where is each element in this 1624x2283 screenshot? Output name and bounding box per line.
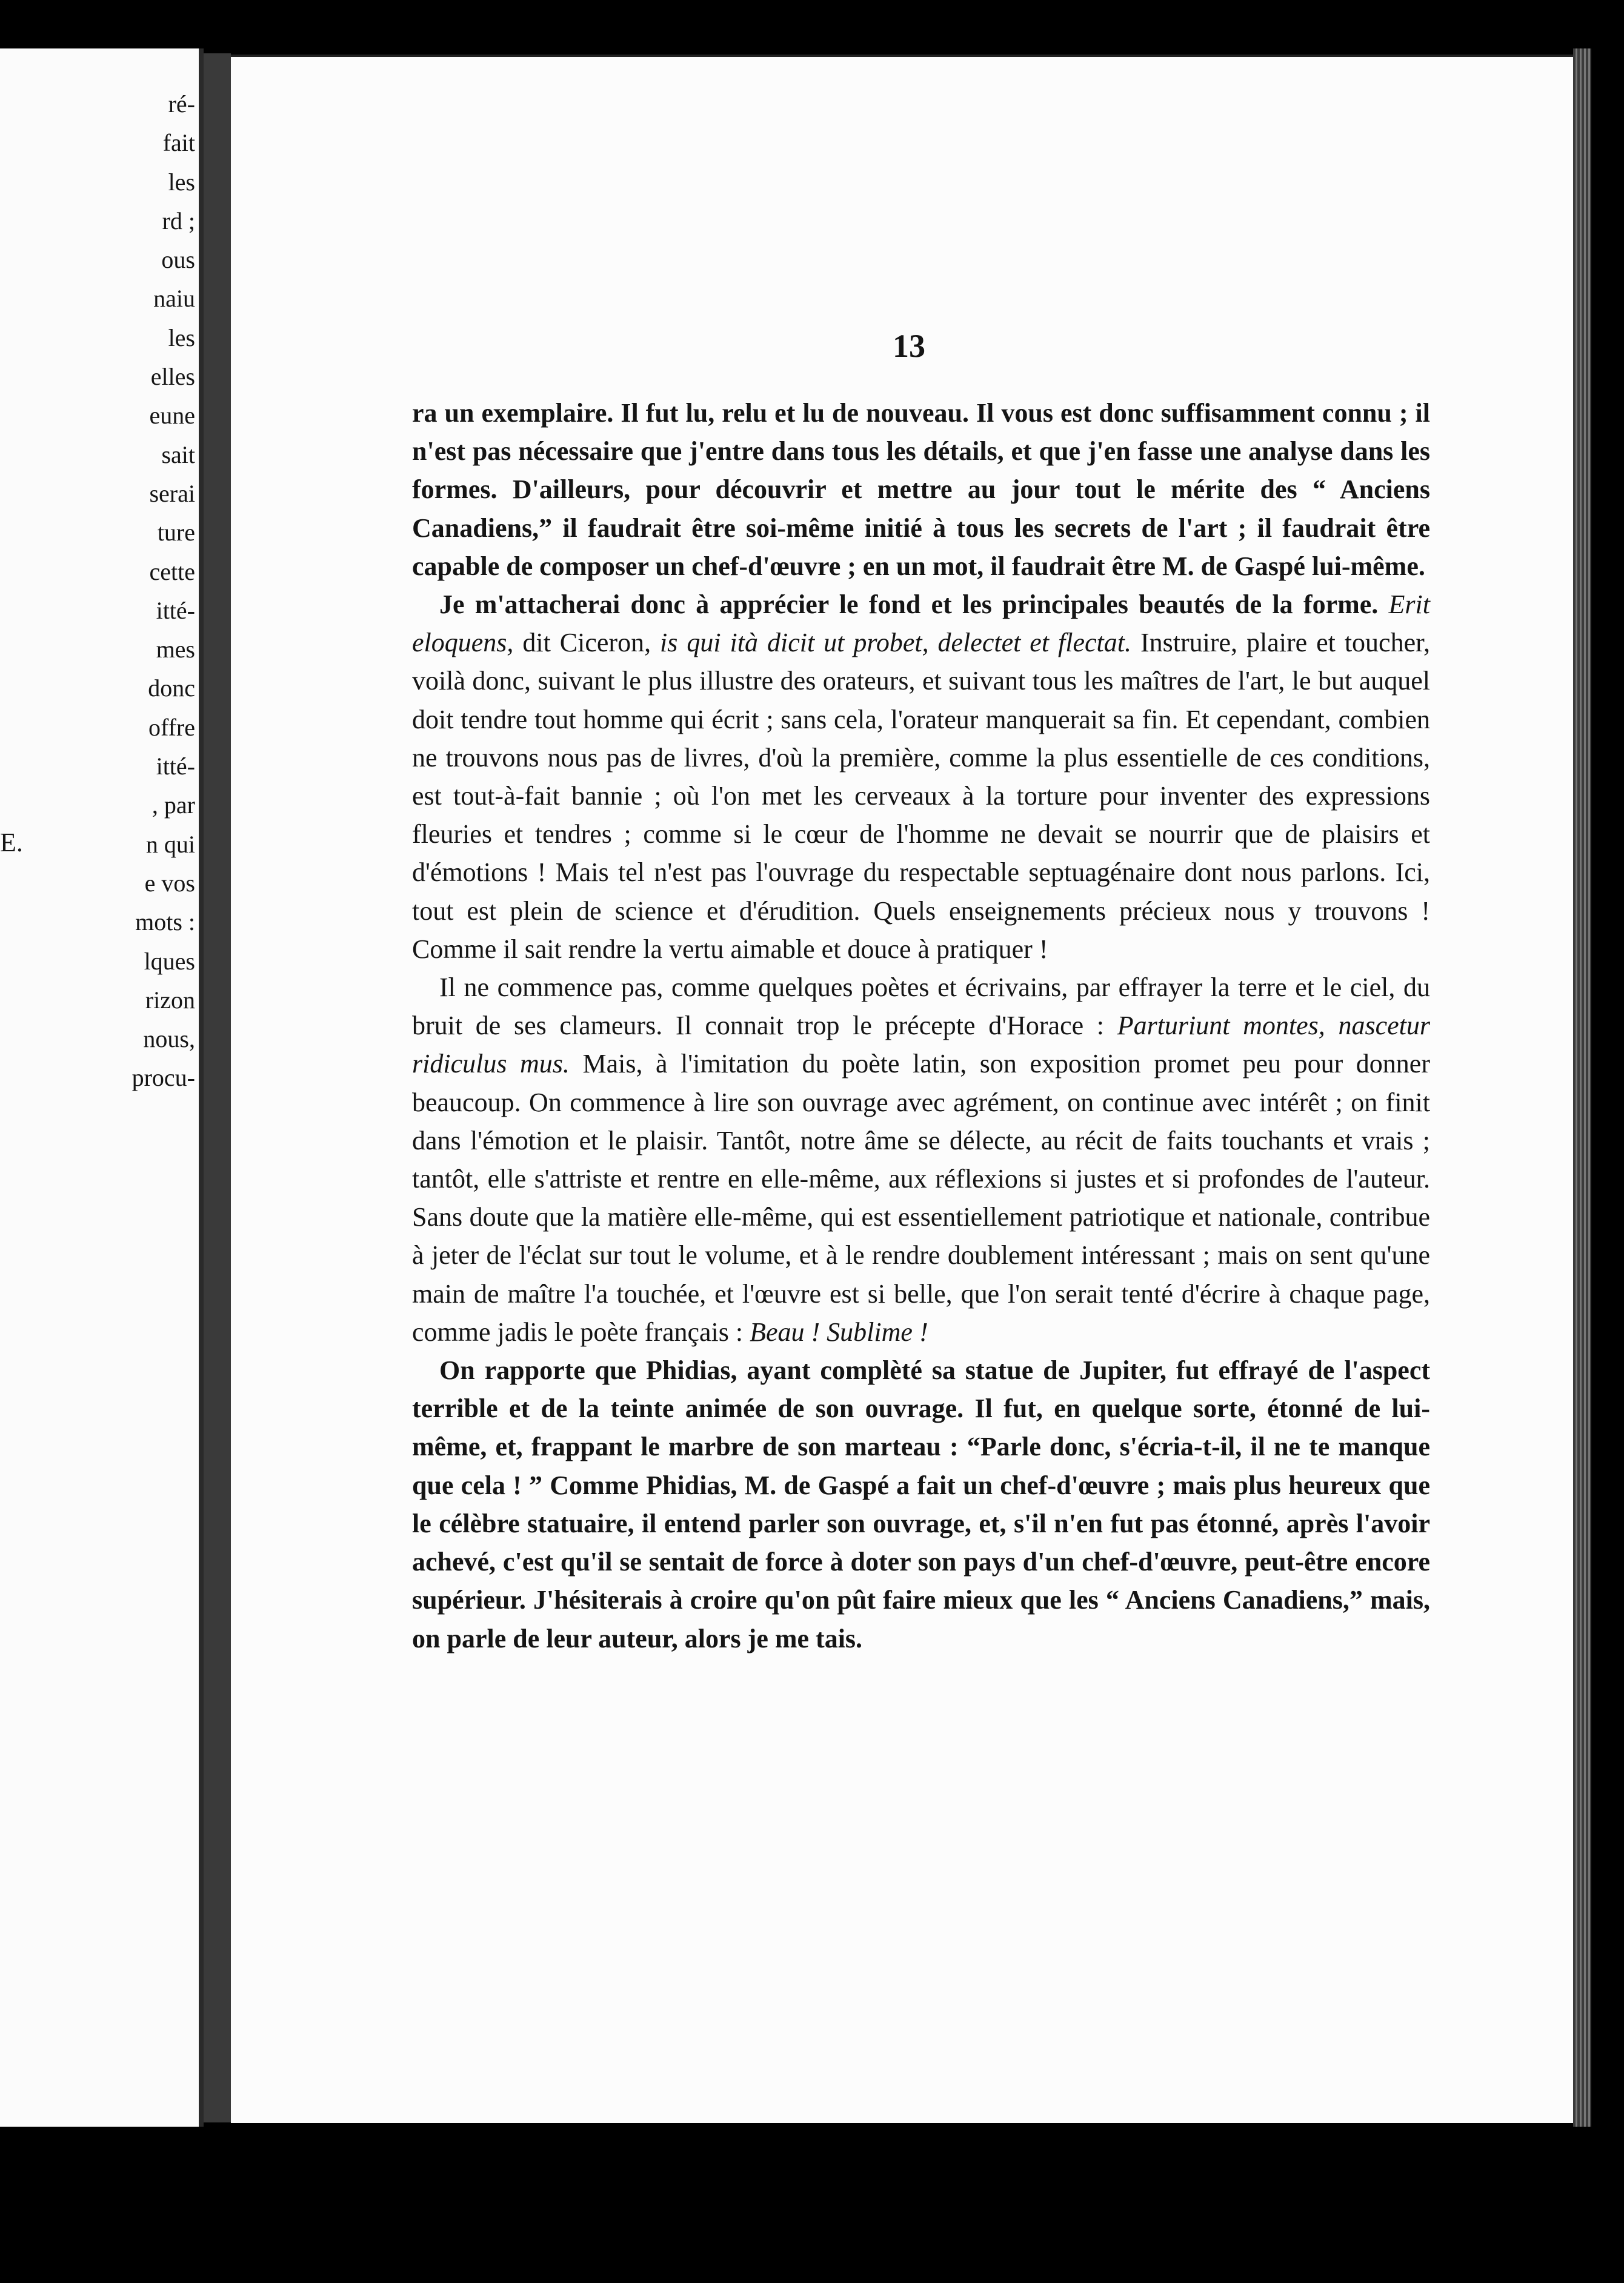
text-run: Il ne commence pas, comme quelques poètes et écrivains, par effrayer la terre et le ciel, du bruit de ses clameurs. Il connait trop le précepte d'Horace : bbox=[412, 972, 1430, 1041]
text-run: dit Ciceron, bbox=[513, 628, 661, 658]
left-facing-page bbox=[0, 48, 204, 2127]
left-page-fragment: rizon bbox=[145, 986, 195, 1014]
italic-quote: is qui ità dicit ut probet, delectet et flectat. bbox=[660, 628, 1131, 658]
left-page-fragment: les bbox=[168, 324, 195, 351]
left-page-fragment: eune bbox=[149, 402, 195, 430]
page-number: 13 bbox=[893, 328, 925, 364]
left-page-fragment: procu- bbox=[131, 1064, 195, 1092]
left-page-fragment: naiu bbox=[153, 285, 195, 313]
book-gutter bbox=[204, 53, 231, 2122]
left-page-fragment: cette bbox=[149, 557, 195, 585]
left-page-fragment: ture bbox=[157, 519, 195, 547]
left-page-fragment: offre bbox=[148, 713, 195, 741]
left-page-fragment: fait bbox=[162, 129, 195, 157]
left-page-fragment: ous bbox=[161, 246, 195, 274]
italic-quote: Parturiunt montes, nascetur ridiculus mus. bbox=[412, 1011, 1430, 1079]
left-page-fragment: , par bbox=[151, 791, 195, 819]
left-page-line-fragments bbox=[98, 85, 195, 1098]
left-page-fragment: sait bbox=[161, 440, 195, 468]
left-page-fragment: n qui bbox=[145, 830, 195, 858]
text-run: Je m'attacherai donc à apprécier le fond et les principales beautés de la forme. bbox=[439, 590, 1389, 620]
left-page-fragment: mots : bbox=[135, 908, 195, 936]
text-run: Instruire, plaire et toucher, voilà donc, suivant le plus illustre des orateurs, et suivant tous les maîtres de l'art, le but auquel doit tendre tout homme qui écrit ; sans cela, l'orateur manquerait sa fin. Et cependant, combien ne trouvons nous pas de livres, d'où la première, comme la plus essentielle de ces conditions, est tout-à-fait bannie ; où l'on met les cerveaux à la torture pour inventer des expressions fleuries et tendres ; comme si le cœur de l'homme ne devait se nourrir que de plaisirs et d'émotions ! Mais tel n'est pas l'ouvrage du respectable septuagénaire dont nous parlons. Ici, tout est plein de science et d'érudition. Quels enseignements précieux nous y trouvons ! Comme il sait rendre la vertu aimable et douce à pratiquer ! bbox=[412, 628, 1430, 964]
left-page-fragment: mes bbox=[156, 636, 195, 663]
page-edges bbox=[1573, 48, 1591, 2127]
left-page-fragment: itté- bbox=[156, 753, 195, 780]
left-page-fragment: lques bbox=[144, 947, 195, 975]
left-page-fragment: serai bbox=[149, 479, 195, 507]
left-page-heading-fragment: E. bbox=[0, 828, 23, 857]
left-page-fragment: elles bbox=[150, 363, 195, 391]
italic-quote: Beau ! Sublime ! bbox=[750, 1317, 928, 1347]
paragraph bbox=[412, 394, 1430, 585]
left-page-fragment: rd ; bbox=[162, 207, 195, 234]
text-run: On rapporte que Phidias, ayant complèté sa statue de Jupiter, fut effrayé de l'aspect terrible et de la teinte animée de son ouvrage. Il fut, en quelque sorte, étonné de lui-même, et, frappant le marbre de son marteau : “Parle donc, s'écria-t-il, il ne te manque que cela ! ” Comme Phidias, M. de Gaspé a fait un chef-d'œuvre ; mais plus heureux que le célèbre statuaire, il entend parler son ouvrage, et, s'il n'en fut pas étonné, après l'avoir achevé, c'est qu'il se sentait de force à doter son pays d'un chef-d'œuvre, peut-être encore supérieur. J'hésiterais à croire qu'on pût faire mieux que les “ Anciens Canadiens,” mais, on parle de leur auteur, alors je me tais. bbox=[412, 1355, 1430, 1653]
paragraph bbox=[412, 1351, 1430, 1658]
text-run: Mais, à l'imitation du poète latin, son exposition promet peu pour donner beaucoup. On commence à lire son ouvrage avec agrément, on continue avec intérêt ; on finit dans l'émotion et le plaisir. Tantôt, notre âme se délecte, au récit de faits touchants et vrais ; tantôt, elle s'attriste et rentre en elle-même, aux réflexions si justes et si profondes de l'auteur. Sans doute que la matière elle-même, qui est essentiellement patriotique et nationale, contribue à jeter de l'éclat sur tout le volume, et à le rendre doublement intéressant ; mais on sent qu'une main de maître l'a touchée, et l'œuvre est si belle, que l'on serait tenté d'écrire à chaque page, comme jadis le poète français : bbox=[412, 1049, 1430, 1347]
paragraph bbox=[412, 968, 1430, 1351]
left-page-fragment: ré- bbox=[168, 90, 195, 118]
left-page-fragment: itté- bbox=[156, 596, 195, 624]
left-page-fragment: nous, bbox=[143, 1025, 195, 1053]
italic-quote: Erit eloquens, bbox=[412, 590, 1430, 658]
text-run: ra un exemplaire. Il fut lu, relu et lu de nouveau. Il vous est donc suffisamment connu ; il n'est pas nécessaire que j'entre dans tous les détails, et que j'en fasse une analyse dans les formes. D'ailleurs, pour découvrir et mettre au jour tout le mérite des “ Anciens Canadiens,” il faudrait être soi-même initié à tous les secrets de l'art ; il faudrait être capable de composer un chef-d'œuvre ; en un mot, il faudrait être M. de Gaspé lui-même. bbox=[412, 398, 1430, 581]
left-page-fragment: e vos bbox=[144, 869, 195, 897]
page-body-text bbox=[412, 394, 1430, 1658]
paragraph bbox=[412, 585, 1430, 968]
left-page-fragment: les bbox=[168, 168, 195, 196]
left-page-fragment: donc bbox=[148, 674, 195, 702]
